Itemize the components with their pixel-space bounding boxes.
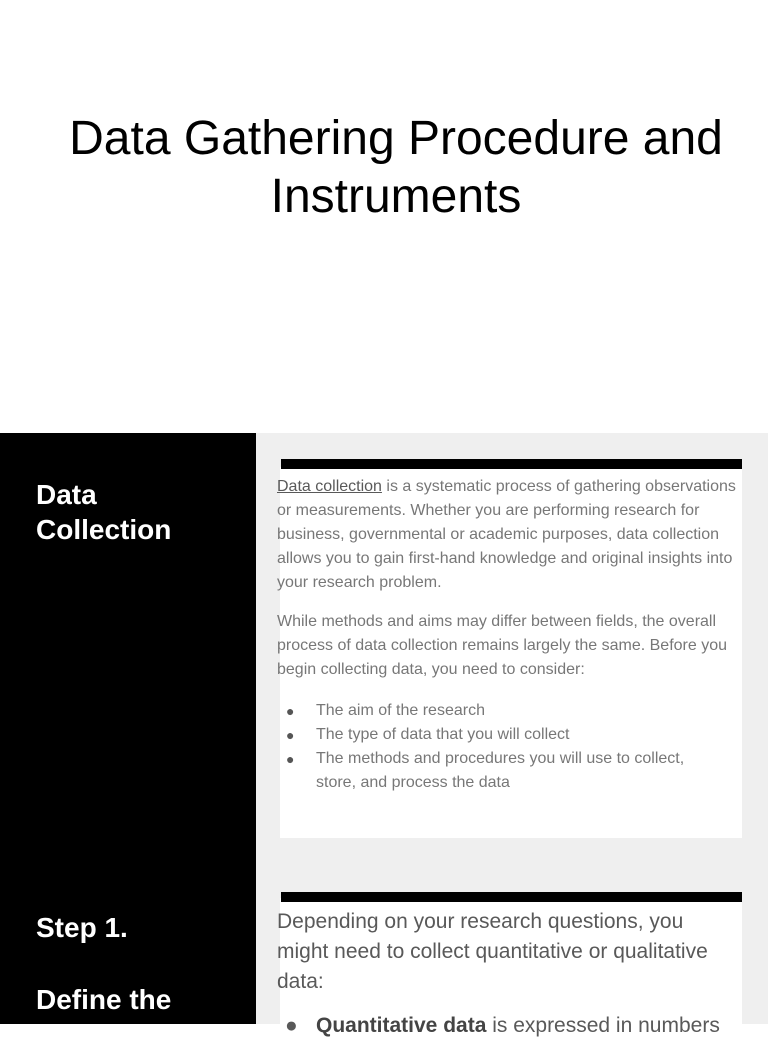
- card-body: [277, 907, 737, 1041]
- data-collection-link[interactable]: Data collection: [277, 478, 382, 495]
- slide-data-collection: [0, 433, 768, 870]
- list-item: ● The type of data that you will collect: [277, 723, 752, 747]
- bullet-icon: ●: [286, 703, 295, 719]
- list-item: ● The methods and procedures you will use to collect, store, and process the data: [277, 747, 752, 795]
- card-top-bar: [281, 459, 742, 469]
- card-body: [277, 475, 752, 795]
- paragraph-1-text: is a systematic process of gathering observations or measurements. Whether you are performing research for business, governmental or academic purposes, data collection allows you to gain first-hand knowledge and original insights into your research problem.: [277, 478, 736, 591]
- bullet-bold: Quantitative data: [316, 1014, 487, 1037]
- heading-line-1: Data: [36, 479, 97, 510]
- paragraph-2: While methods and aims may differ between fields, the overall process of data collection remains largely the same. Before you begin collecting data, you need to consider:: [277, 613, 728, 678]
- slide-heading: [36, 477, 246, 547]
- card-top-bar: [281, 892, 742, 902]
- list-item: [277, 1011, 737, 1041]
- title-line-2: Instruments: [270, 170, 522, 223]
- heading-line-1: Step 1.: [36, 912, 128, 943]
- title-slide: [0, 0, 768, 433]
- paragraph-1: [277, 475, 752, 595]
- intro-paragraph: Depending on your research questions, you might need to collect quantitative or qualitative data:: [277, 910, 708, 993]
- slide-heading: [36, 910, 246, 1054]
- consider-list: [277, 699, 752, 795]
- heading-line-2: Define the: [36, 984, 172, 1015]
- heading-line-2: Collection: [36, 514, 172, 545]
- title-line-1: Data Gathering Procedure and: [69, 112, 723, 165]
- heading-line-3: aim of your: [36, 1020, 187, 1051]
- bullet-icon: ●: [285, 1014, 298, 1037]
- bullet-icon: ●: [286, 727, 295, 743]
- document-title: [30, 110, 762, 226]
- slide-step-1: [0, 870, 768, 1051]
- bullet-icon: ●: [286, 751, 295, 767]
- list-item: ● The aim of the research: [277, 699, 752, 723]
- bullet-text: is expressed in numbers: [486, 1014, 720, 1037]
